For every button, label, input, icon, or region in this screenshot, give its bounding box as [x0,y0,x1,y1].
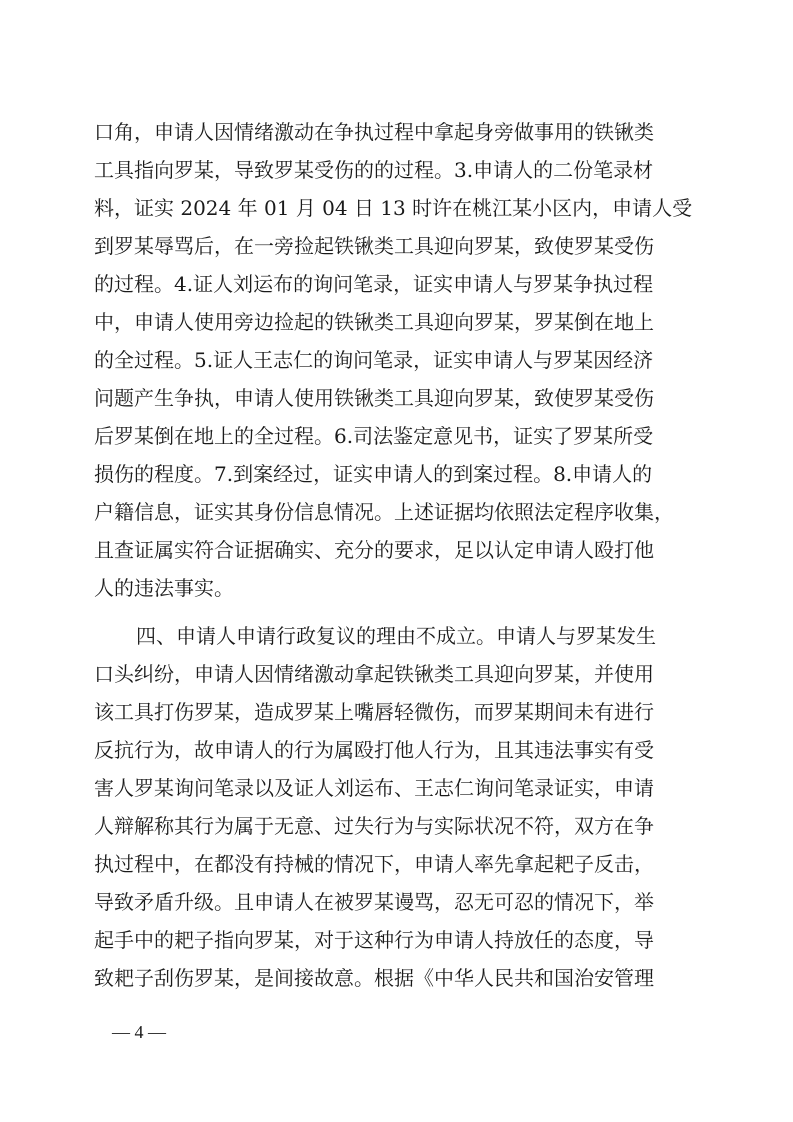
text-line-3: 料，证实 2024 年 01 月 04 日 13 时许在桃江某小区内，申请人受 [94,196,693,220]
text-line-2: 工具指向罗某，导致罗某受伤的的过程。3.申请人的二份笔录材 [94,158,654,182]
text-line-6: 中，申请人使用旁边捡起的铁锹类工具迎向罗某，罗某倒在地上 [94,310,654,334]
text-line-9: 后罗某倒在地上的全过程。6.司法鉴定意见书，证实了罗某所受 [94,424,654,448]
text-line-11: 户籍信息，证实其身份信息情况。上述证据均依照法定程序收集， [94,500,674,524]
text-line-4: 到罗某辱骂后，在一旁捡起铁锹类工具迎向罗某，致使罗某受伤 [94,234,654,258]
page-number: — 4 — [112,1022,166,1042]
text-line-22: 起手中的耙子指向罗某，对于这种行为申请人持放任的态度，导 [94,928,654,952]
text-line-8: 问题产生争执，申请人使用铁锹类工具迎向罗某，致使罗某受伤 [94,386,654,410]
text-line-1: 口角，申请人因情绪激动在争执过程中拿起身旁做事用的铁锹类 [94,120,654,144]
text-line-10: 损伤的程度。7.到案经过，证实申请人的到案过程。8.申请人的 [94,462,653,486]
text-line-18: 害人罗某询问笔录以及证人刘运布、王志仁询问笔录证实，申请 [94,776,654,800]
text-line-5: 的过程。4.证人刘运布的询问笔录，证实申请人与罗某争执过程 [94,272,654,296]
text-line-17: 反抗行为，故申请人的行为属殴打他人行为，且其违法事实有受 [94,738,654,762]
text-line-20: 执过程中，在都没有持械的情况下，申请人率先拿起耙子反击， [94,852,654,876]
text-line-16: 该工具打伤罗某，造成罗某上嘴唇轻微伤，而罗某期间未有进行 [94,700,654,724]
text-line-21: 导致矛盾升级。且申请人在被罗某谩骂，忍无可忍的情况下，举 [94,890,654,914]
paragraph-four-first-line: 四、申请人申请行政复议的理由不成立。申请人与罗某发生 [136,624,656,648]
text-line-7: 的全过程。5.证人王志仁的询问笔录，证实申请人与罗某因经济 [94,348,654,372]
text-line-23: 致耙子刮伤罗某，是间接故意。根据《中华人民共和国治安管理 [94,966,654,990]
text-line-15: 口头纠纷，申请人因情绪激动拿起铁锹类工具迎向罗某，并使用 [94,662,654,686]
text-line-19: 人辩解称其行为属于无意、过失行为与实际状况不符，双方在争 [94,814,654,838]
text-line-13: 人的违法事实。 [94,576,234,600]
text-line-12: 且查证属实符合证据确实、充分的要求，足以认定申请人殴打他 [94,538,654,562]
